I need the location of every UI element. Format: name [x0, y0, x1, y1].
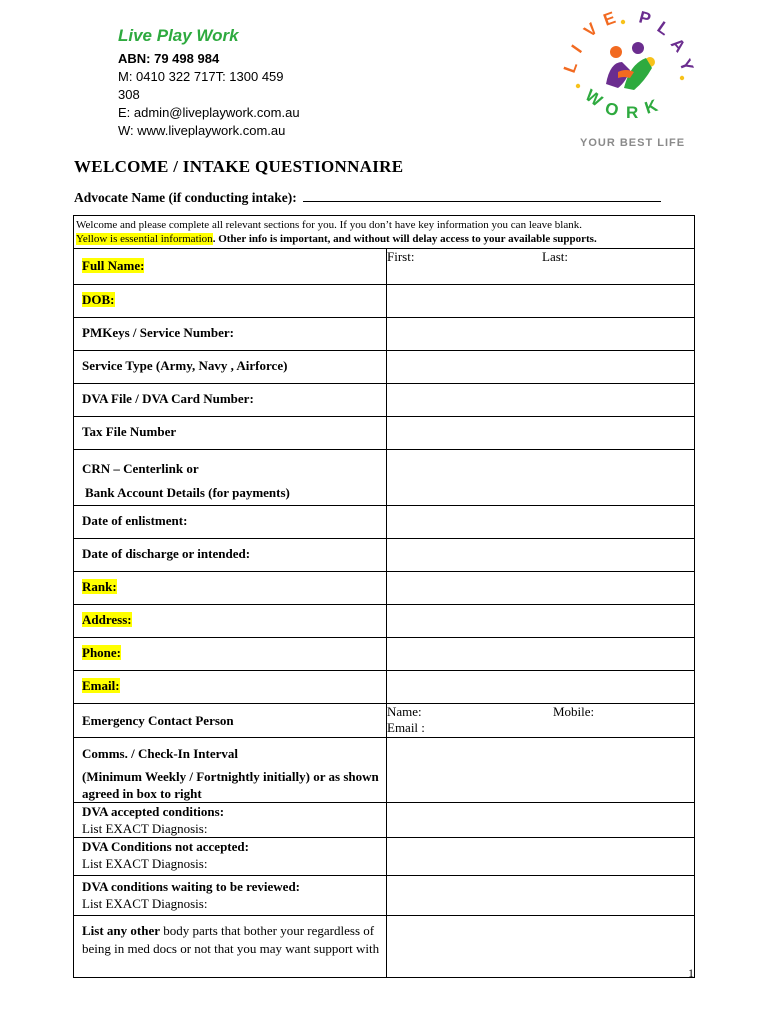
list-other-input[interactable] [387, 916, 695, 978]
table-row [74, 838, 695, 876]
enlistment-input[interactable] [387, 506, 695, 539]
intro-line-2: . Other info is important, and without will delay access to your available supports. [212, 233, 597, 245]
logo-letter-r: R [626, 103, 639, 122]
bank-label: Bank Account Details (for payments) [85, 485, 290, 500]
dva-file-label: DVA File / DVA Card Number: [82, 391, 254, 406]
last-name-label: Last: [542, 249, 568, 264]
company-website: W: www.liveplaywork.com.au [118, 123, 286, 138]
service-type-label: Service Type (Army, Navy , Airforce) [82, 358, 288, 373]
dva-accepted-diagnosis-label: List EXACT Diagnosis: [82, 821, 208, 836]
table-row [74, 539, 695, 572]
dob-label: DOB: [82, 292, 115, 307]
logo-letter-p: P [636, 8, 653, 29]
email-label: Email: [82, 678, 120, 693]
table-row [74, 384, 695, 417]
logo-letter-l2: L [653, 17, 674, 40]
logo-letter-o: O [602, 98, 621, 121]
intro-box [73, 215, 695, 249]
enlistment-label: Date of enlistment: [82, 513, 188, 528]
table-row [74, 249, 695, 285]
dva-file-input[interactable] [387, 384, 695, 417]
company-phone-cont: 308 [118, 87, 140, 102]
list-other-description: body parts that bother your regardless of being in med docs or not that you may want support with [82, 923, 380, 956]
logo-tagline: YOUR BEST LIFE [580, 137, 686, 149]
dob-input[interactable] [387, 285, 695, 318]
table-row [74, 450, 695, 506]
crn-label: CRN – Centerlink or [82, 461, 199, 476]
rank-label: Rank: [82, 579, 117, 594]
emergency-contact-label: Emergency Contact Person [82, 713, 234, 728]
intro-essential-note: Yellow is essential information [76, 233, 213, 245]
address-label: Address: [82, 612, 132, 627]
table-row [74, 351, 695, 384]
service-type-input[interactable] [387, 351, 695, 384]
ec-name-label: Name: [387, 704, 422, 719]
logo-letter-w: W [581, 85, 606, 111]
logo-letter-l: L [560, 59, 582, 76]
ec-email-label: Email : [387, 720, 425, 735]
dva-not-accepted-diagnosis-label: List EXACT Diagnosis: [82, 856, 208, 871]
first-name-label: First: [387, 249, 415, 264]
emergency-contact-input[interactable] [387, 704, 695, 738]
phone-input[interactable] [387, 638, 695, 671]
discharge-label: Date of discharge or intended: [82, 546, 251, 561]
logo-letter-e: E [600, 8, 619, 30]
intake-form-table [73, 248, 695, 978]
table-row [74, 916, 695, 978]
table-row [74, 803, 695, 838]
dva-accepted-input[interactable] [387, 803, 695, 838]
ec-mobile-label: Mobile: [553, 704, 595, 719]
logo-letter-a: A [666, 34, 690, 56]
page-title: WELCOME / INTAKE QUESTIONNAIRE [74, 157, 404, 176]
full-name-label: Full Name: [82, 258, 145, 273]
crn-input[interactable] [387, 450, 695, 506]
company-info [118, 26, 300, 140]
phone-label: Phone: [82, 645, 121, 660]
company-phone: M: 0410 322 717T: 1300 459 [118, 69, 284, 84]
dva-waiting-label: DVA conditions waiting to be reviewed: [82, 879, 300, 894]
dva-accepted-label: DVA accepted conditions: [82, 804, 225, 819]
company-email: E: admin@liveplaywork.com.au [118, 105, 300, 120]
company-name: Live Play Work [118, 26, 239, 45]
logo-letter-y: Y [675, 56, 698, 75]
full-name-input[interactable] [387, 249, 695, 285]
advocate-name-label: Advocate Name (if conducting intake): [74, 190, 297, 205]
comms-label: Comms. / Check-In Interval [82, 746, 238, 761]
table-row [74, 738, 695, 803]
table-row [74, 605, 695, 638]
company-abn: ABN: 79 498 984 [118, 51, 220, 66]
comms-input[interactable] [387, 738, 695, 803]
email-input[interactable] [387, 671, 695, 704]
tfn-input[interactable] [387, 417, 695, 450]
dva-waiting-input[interactable] [387, 876, 695, 916]
logo-letter-k: K [642, 95, 660, 118]
live-play-work-logo [560, 8, 700, 153]
rank-input[interactable] [387, 572, 695, 605]
table-row [74, 572, 695, 605]
pmkeys-label: PMKeys / Service Number: [82, 325, 234, 340]
intro-line-1: Welcome and please complete all relevant sections for you. If you don’t have key information you can leave blank. [76, 219, 582, 231]
dva-waiting-diagnosis-label: List EXACT Diagnosis: [82, 896, 208, 911]
logo-letter-i: I [567, 41, 586, 57]
table-row [74, 417, 695, 450]
table-row [74, 638, 695, 671]
discharge-input[interactable] [387, 539, 695, 572]
table-row [74, 876, 695, 916]
address-input[interactable] [387, 605, 695, 638]
comms-note: (Minimum Weekly / Fortnightly initially) or as shown agreed in box to right [82, 769, 379, 801]
table-row [74, 671, 695, 704]
table-row [74, 318, 695, 351]
advocate-name-input[interactable] [303, 189, 661, 202]
table-row [74, 285, 695, 318]
page-number: 1 [688, 966, 694, 980]
list-other-label: List any other [82, 923, 160, 938]
people-icon [606, 42, 655, 90]
advocate-name-row [74, 189, 661, 206]
pmkeys-input[interactable] [387, 318, 695, 351]
dva-not-accepted-label: DVA Conditions not accepted: [82, 839, 249, 854]
table-row [74, 506, 695, 539]
tfn-label: Tax File Number [82, 424, 177, 439]
logo-letter-v: V [580, 19, 602, 42]
table-row [74, 704, 695, 738]
dva-not-accepted-input[interactable] [387, 838, 695, 876]
